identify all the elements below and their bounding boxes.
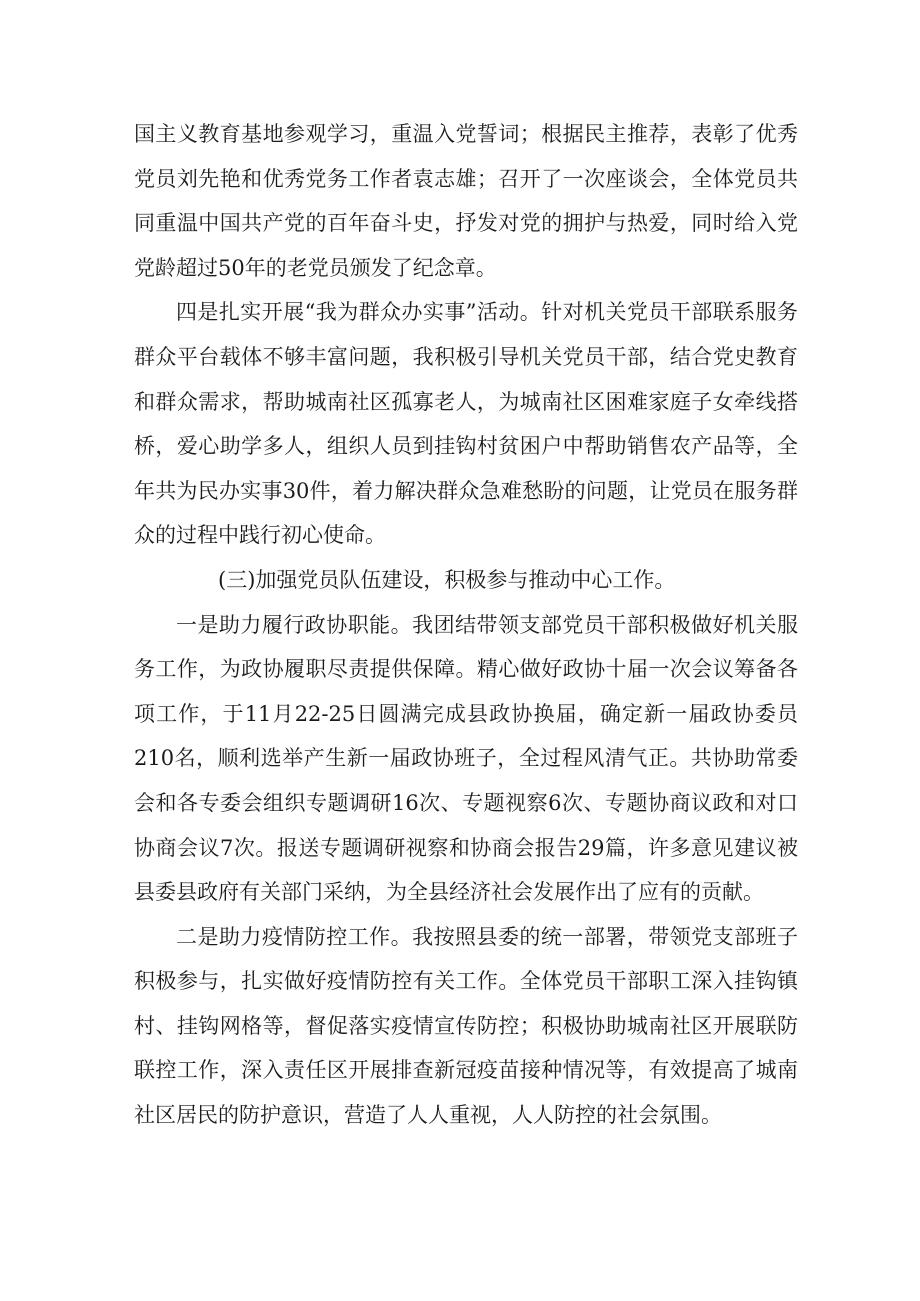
section-heading-three: (三)加强党员队伍建设，积极参与推动中心工作。 <box>218 567 676 592</box>
paragraph-epidemic-control: 二是助力疫情防控工作。我按照县委的统一部署，带领党支部班子积极参与，扎实做好疫情防控有关工作。全体党员干部职工深入挂钩镇村、挂钩网格等，督促落实疫情宣传防控；积极协助城南社区开展联防联控工作，深入责任区开展排查新冠疫苗接种情况等，有效提高了城南社区居民的防护意识，营造了人人重视，人人防控的社会氛围。 <box>134 924 798 1128</box>
paragraph-mass-service-activity: 四是扎实开展“我为群众办实事”活动。针对机关党员干部联系服务群众平台载体不够丰富问题，我积极引导机关党员干部，结合党史教育和群众需求，帮助城南社区孤寡老人，为城南社区困难家庭子女牵线搭桥，爱心助学多人，组织人员到挂钩村贫困户中帮助销售农产品等，全年共为民办实事30件，着力解决群众急难愁盼的问题，让党员在服务群众的过程中践行初心使命。 <box>134 300 798 548</box>
paragraph-continuation: 国主义教育基地参观学习，重温入党誓词；根据民主推荐，表彰了优秀党员刘先艳和优秀党务工作者袁志雄；召开了一次座谈会，全体党员共同重温中国共产党的百年奋斗史，抒发对党的拥护与热爱，同时给入党党龄超过50年的老党员颁发了纪念章。 <box>134 122 798 280</box>
paragraph-cppcc-functions: 一是助力履行政协职能。我团结带领支部党员干部积极做好机关服务工作，为政协履职尽责提供保障。精心做好政协十届一次会议筹备各项工作，于11月22-25日圆满完成县政协换届，确定新一届政协委员210名，顺利选举产生新一届政协班子，全过程风清气正。共协助常委会和各专委会组织专题调研16次、专题视察6次、专题协商议政和对口协商会议7次。报送专题调研视察和协商会报告29篇，许多意见建议被县委县政府有关部门采纳，为全县经济社会发展作出了应有的贡献。 <box>134 612 798 905</box>
document-body <box>134 112 798 1138</box>
